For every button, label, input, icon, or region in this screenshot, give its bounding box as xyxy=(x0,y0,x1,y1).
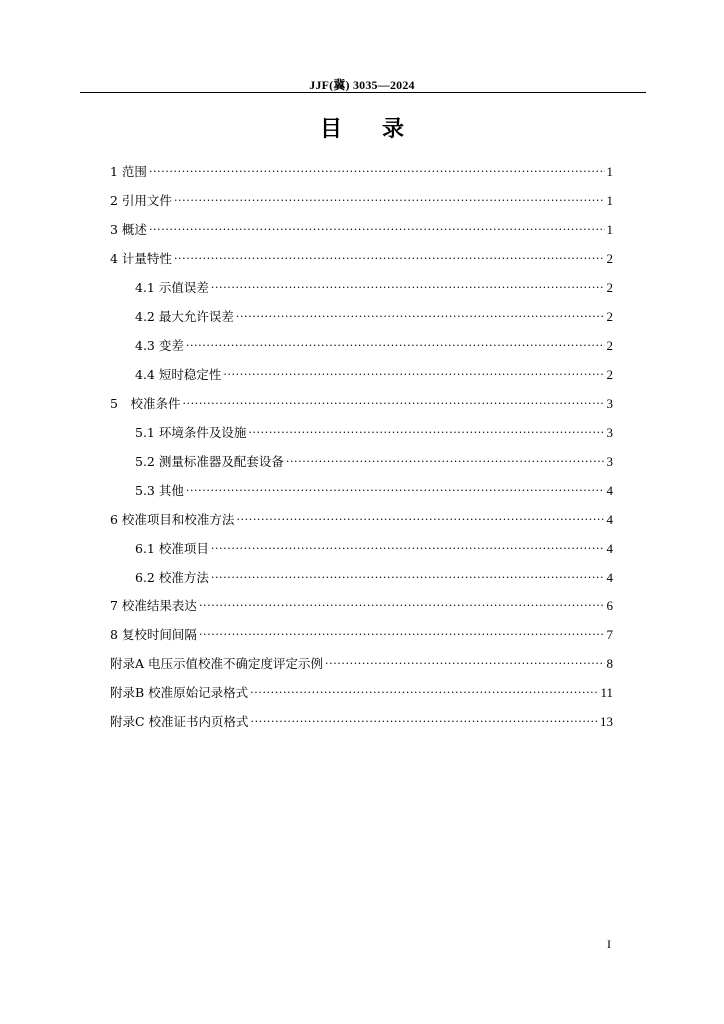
dot-leader xyxy=(211,279,605,297)
dot-leader xyxy=(248,424,604,442)
dot-leader xyxy=(199,597,605,615)
toc-entry[interactable] xyxy=(110,713,613,731)
toc-entry-label: 4 计量特性 xyxy=(110,251,172,266)
dot-leader xyxy=(250,684,598,702)
toc-entry-page: 2 xyxy=(606,280,613,295)
toc-entry-page: 4 xyxy=(606,570,613,585)
toc-entry-page: 8 xyxy=(606,656,613,671)
toc-entry-page: 4 xyxy=(606,483,613,498)
toc-subentry[interactable] xyxy=(135,453,613,471)
toc-entry[interactable] xyxy=(110,511,613,529)
toc-entry-page: 2 xyxy=(606,367,613,382)
toc-subentry[interactable] xyxy=(135,337,613,355)
toc-entry[interactable] xyxy=(110,192,613,210)
toc-entry-label: 5.1 环境条件及设施 xyxy=(135,425,247,440)
toc-entry[interactable] xyxy=(110,626,613,644)
toc-entry-page: 2 xyxy=(606,338,613,353)
dot-leader xyxy=(236,308,605,326)
dot-leader xyxy=(325,655,604,673)
toc-subentry[interactable] xyxy=(135,540,613,558)
toc-entry-page: 1 xyxy=(606,222,613,237)
toc-entry-page: 1 xyxy=(606,193,613,208)
toc-entry-label: 附录B 校准原始记录格式 xyxy=(110,685,249,700)
toc-entry-page: 13 xyxy=(600,714,613,729)
toc-entry-page: 11 xyxy=(600,685,613,700)
toc-entry-label: 4.2 最大允许误差 xyxy=(135,309,234,324)
toc-entry-label: 8 复校时间间隔 xyxy=(110,627,197,642)
dot-leader xyxy=(149,221,605,239)
dot-leader xyxy=(211,569,605,587)
toc-entry-label: 附录C 校准证书内页格式 xyxy=(110,714,249,729)
page-folio: I xyxy=(607,937,611,951)
dot-leader xyxy=(236,511,604,529)
dot-leader xyxy=(223,366,604,384)
dot-leader xyxy=(182,395,604,413)
toc-subentry[interactable] xyxy=(135,482,613,500)
toc-entry-page: 2 xyxy=(606,251,613,266)
toc-entry[interactable] xyxy=(110,163,613,181)
toc-entry-label: 1 范围 xyxy=(110,164,147,179)
toc-subentry[interactable] xyxy=(135,308,613,326)
toc-entry-label: 2 引用文件 xyxy=(110,193,172,208)
toc-entry-label: 7 校准结果表达 xyxy=(110,598,197,613)
toc-subentry[interactable] xyxy=(135,279,613,297)
toc-entry[interactable] xyxy=(110,655,613,673)
dot-leader xyxy=(174,250,605,268)
toc-subentry[interactable] xyxy=(135,366,613,384)
toc-entry-label: 5 校准条件 xyxy=(110,396,181,411)
toc-entry-page: 4 xyxy=(606,512,613,527)
toc-entry[interactable] xyxy=(110,250,613,268)
dot-leader xyxy=(174,192,605,210)
dot-leader xyxy=(211,540,605,558)
toc-entry-page: 3 xyxy=(606,425,613,440)
toc-entry[interactable] xyxy=(110,395,613,413)
toc-entry-label: 4.4 短时稳定性 xyxy=(135,367,222,382)
toc-entry[interactable] xyxy=(110,684,613,702)
toc-entry-label: 6 校准项目和校准方法 xyxy=(110,512,235,527)
toc-subentry[interactable] xyxy=(135,569,613,587)
toc-entry-page: 7 xyxy=(606,627,613,642)
toc-entry-label: 5.3 其他 xyxy=(135,483,184,498)
dot-leader xyxy=(149,163,605,181)
toc-entry-label: 6.1 校准项目 xyxy=(135,541,209,556)
toc-entry-label: 6.2 校准方法 xyxy=(135,570,209,585)
dot-leader xyxy=(186,482,605,500)
dot-leader xyxy=(186,337,605,355)
toc-entry-label: 3 概述 xyxy=(110,222,147,237)
toc-entry-page: 4 xyxy=(606,541,613,556)
toc-entry-label: 4.1 示值误差 xyxy=(135,280,209,295)
page-title: 目录 xyxy=(319,117,444,142)
toc-entry[interactable] xyxy=(110,221,613,239)
toc-entry-page: 3 xyxy=(606,454,613,469)
toc-entry-page: 1 xyxy=(606,164,613,179)
dot-leader xyxy=(251,713,598,731)
dot-leader xyxy=(199,626,605,644)
standard-number-header: JJF(冀) 3035—2024 xyxy=(309,78,415,92)
toc-entry-page: 6 xyxy=(606,598,613,613)
toc-subentry[interactable] xyxy=(135,424,613,442)
toc-entry[interactable] xyxy=(110,597,613,615)
toc-entry-page: 3 xyxy=(606,396,613,411)
toc-entry-label: 4.3 变差 xyxy=(135,338,184,353)
toc-entry-label: 附录A 电压示值校准不确定度评定示例 xyxy=(110,656,324,671)
toc-entry-page: 2 xyxy=(606,309,613,324)
dot-leader xyxy=(286,453,605,471)
toc-entry-label: 5.2 测量标准器及配套设备 xyxy=(135,454,284,469)
